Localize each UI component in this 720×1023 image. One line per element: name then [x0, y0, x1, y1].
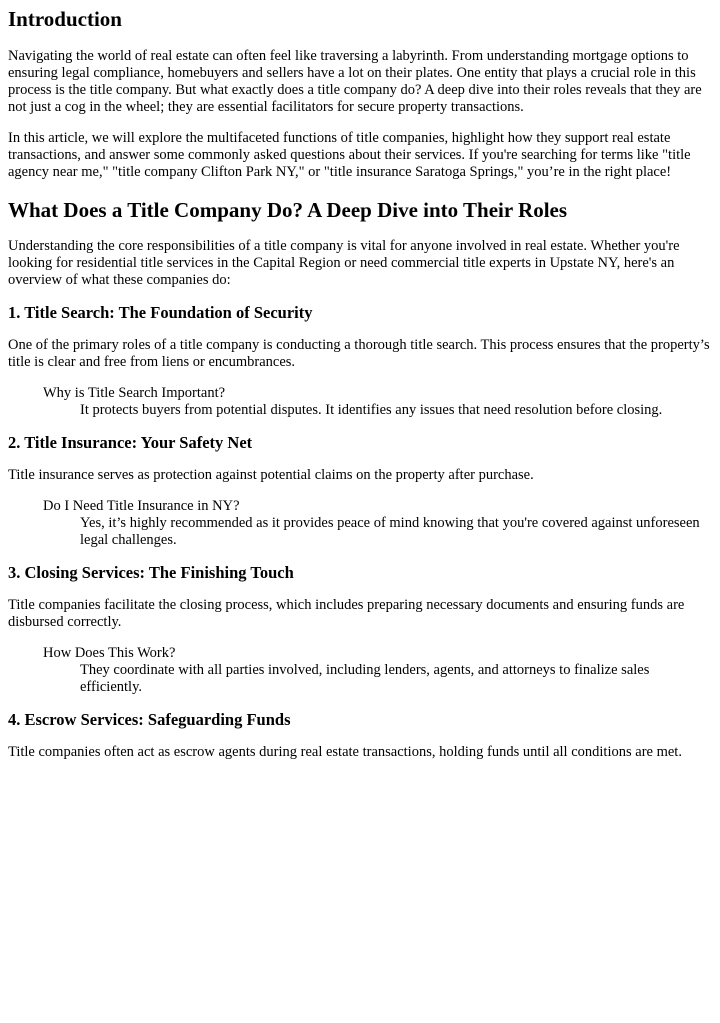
faq-question: How Does This Work?	[43, 645, 176, 661]
section-1-body: One of the primary roles of a title company is conducting a thorough title search. This process ensures that the property’s title is clear and free from liens or encumbrances.	[8, 337, 710, 370]
main-heading: What Does a Title Company Do? A Deep Dive into Their Roles	[8, 198, 568, 222]
faq-question: Why is Title Search Important?	[43, 385, 226, 401]
intro-heading: Introduction	[8, 7, 122, 31]
section-3-heading: 3. Closing Services: The Finishing Touch	[8, 563, 294, 582]
main-paragraph: Understanding the core responsibilities of a title company is vital for anyone involved in real estate. Whether you're looking for residential title services in the Capital Region or need commercial title experts in Upstate NY, here's an overview of what these companies do:	[8, 238, 680, 288]
section-3-body: Title companies facilitate the closing process, which includes preparing necessary documents and ensuring funds are disbursed correctly.	[8, 597, 685, 630]
section-4-heading: 4. Escrow Services: Safeguarding Funds	[8, 710, 291, 729]
section-2-heading: 2. Title Insurance: Your Safety Net	[8, 433, 253, 452]
section-2-body: Title insurance serves as protection against potential claims on the property after purchase.	[8, 467, 534, 483]
article	[0, 6, 720, 761]
faq-answer: Yes, it’s highly recommended as it provides peace of mind knowing that you're covered against unforeseen legal challenges.	[80, 515, 700, 548]
faq-question: Do I Need Title Insurance in NY?	[43, 498, 240, 514]
section-3-faq	[8, 645, 714, 696]
intro-paragraph-1: Navigating the world of real estate can often feel like traversing a labyrinth. From understanding mortgage options to ensuring legal compliance, homebuyers and sellers have a lot on their plates. One entity that plays a crucial role in this process is the title company. But what exactly does a title company do? A deep dive into their roles reveals that they are not just a cog in the wheel; they are essential facilitators for secure property transactions.	[8, 48, 702, 115]
section-1-faq	[8, 385, 714, 419]
faq-answer: It protects buyers from potential disputes. It identifies any issues that need resolution before closing.	[80, 402, 663, 418]
section-4-body: Title companies often act as escrow agents during real estate transactions, holding funds until all conditions are met.	[8, 744, 682, 760]
intro-paragraph-2: In this article, we will explore the multifaceted functions of title companies, highlight how they support real estate transactions, and answer some commonly asked questions about their services. If you're searching for terms like "title agency near me," "title company Clifton Park NY," or "title insurance Saratoga Springs," you’re in the right place!	[8, 130, 691, 180]
section-1-heading: 1. Title Search: The Foundation of Security	[8, 303, 313, 322]
faq-answer: They coordinate with all parties involved, including lenders, agents, and attorneys to finalize sales efficiently.	[80, 662, 650, 695]
section-2-faq	[8, 498, 714, 549]
